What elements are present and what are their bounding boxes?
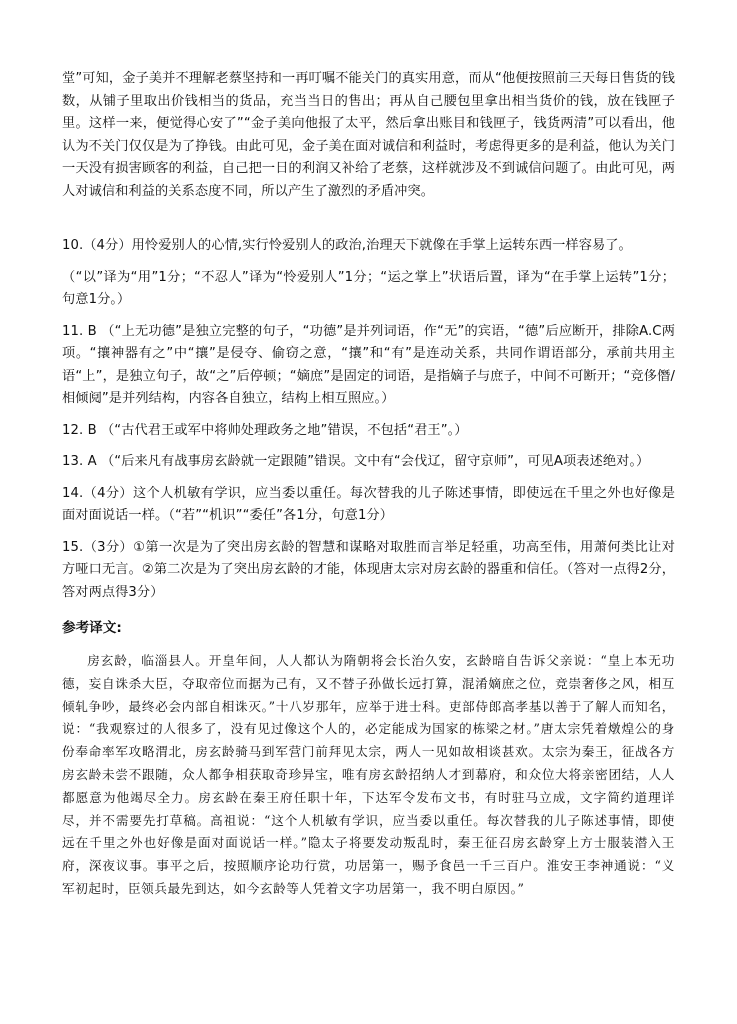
- answer-15: 15.（3分）①第一次是为了突出房玄龄的智慧和谋略对取胜而言举足轻重，功高至伟，用萧何类比让对方哑口无言。②第二次是为了突出房玄龄的才能，体现唐太宗对房玄龄的器重和信任。（答对一点得2分，答对两点得3分）: [62, 539, 675, 600]
- reference-translation-title: 参考译文:: [62, 620, 122, 636]
- answer-10-scoring: （“以”译为“用”1分；“不忍人”译为“怜爱别人”1分；“运之掌上”状语后置，译为“在手掌上运转”1分；句意1分。）: [62, 269, 675, 307]
- answer-13: 13. A （“后来凡有战事房玄龄就一定跟随”错误。文中有“会伐辽，留守京师”，可见A项表述绝对。）: [62, 454, 650, 469]
- analysis-paragraph: 堂”可知，金子美并不理解老蔡坚持和一再叮嘱不能关门的真实用意，而从“他便按照前三天每日售货的钱数，从铺子里取出价钱相当的货品，充当当日的售出；再从自己腰包里拿出相当货价的钱，放在钱匣子里。这样一来，便觉得心安了”“金子美向他报了太平，然后拿出账目和钱匣子，钱货两清”可以看出，他认为不关门仅仅是为了挣钱。由此可见，金子美在面对诚信和利益时，考虑得更多的是利益，他认为关门一天没有损害顾客的利益，自己把一日的利润又补给了老蔡，这样就涉及不到诚信问题了。由此可见，两人对诚信和利益的关系态度不同，所以产生了激烈的矛盾冲突。: [62, 71, 675, 199]
- answer-10: 10.（4分）用怜爱别人的心情,实行怜爱别人的政治,治理天下就像在手掌上运转东西一样容易了。: [62, 238, 632, 253]
- answer-14: 14.（4分）这个人机敏有学识，应当委以重任。每次替我的儿子陈述事情，即使远在千里之外也好像是面对面说话一样。（“若”“机识”“委任”各1分，句意1分）: [62, 485, 675, 523]
- answer-11: 11. B （“上无功德”是独立完整的句子，“功德”是并列词语，作“无”的宾语，“德”后应断开，排除A.C两项。“攘神器有之”中“攘”是侵夺、偷窃之意，“攘”和“有”是连动关系，共同作谓语部分，承前共用主语“上”，是独立句子，故“之”后停顿；“嫡庶”是固定的词语，是指嫡子与庶子，中间不可断开；“竞侈僭/相倾阋”是并列结构，内容各自独立，结构上相互照应。）: [62, 323, 675, 406]
- reference-translation-body: 房玄龄，临淄县人。开皇年间，人人都认为隋朝将会长治久安，玄龄暗自告诉父亲说：“皇上本无功德，妄自诛杀大臣，夺取帝位而据为己有，又不替子孙做长远打算，混淆嫡庶之位，竞崇奢侈之风，相互倾轧争吵，最终必会内部自相诛灭。”十八岁那年，应举于进士科。吏部侍郎高孝基以善于了解人而知名，说：“我观察过的人很多了，没有见过像这个人的，必定能成为国家的栋梁之材。”唐太宗凭着燉煌公的身份奉命率军攻略渭北，房玄龄骑马到军营门前拜见太宗，两人一见如故相谈甚欢。太宗为秦王，征战各方房玄龄未尝不跟随，众人都争相获取奇珍异宝，唯有房玄龄招纳人才到幕府，和众位大将亲密团结，人人都愿意为他竭尽全力。房玄龄在秦王府任职十年，下达军令发布文书，有时驻马立成，文字简约道理详尽，并不需要先打草稿。高祖说：“这个人机敏有学识，应当委以重任。每次替我的儿子陈述事情，即使远在千里之外也好像是面对面说话一样。”隐太子将要发动叛乱时，秦王征召房玄龄穿上方士服装潜入王府，深夜议事。事平之后，按照顺序论功行赏，功居第一，赐予食邑一千三百户。淮安王李神通说：“义军初起时，臣领兵最先到达，如今玄龄等人凭着文字功居第一，我不明白原因。”: [62, 653, 675, 896]
- section-gap: [62, 209, 675, 235]
- answer-12: 12. B （“古代君王或军中将帅处理政务之地”错误，不包括“君王”。）: [62, 422, 468, 438]
